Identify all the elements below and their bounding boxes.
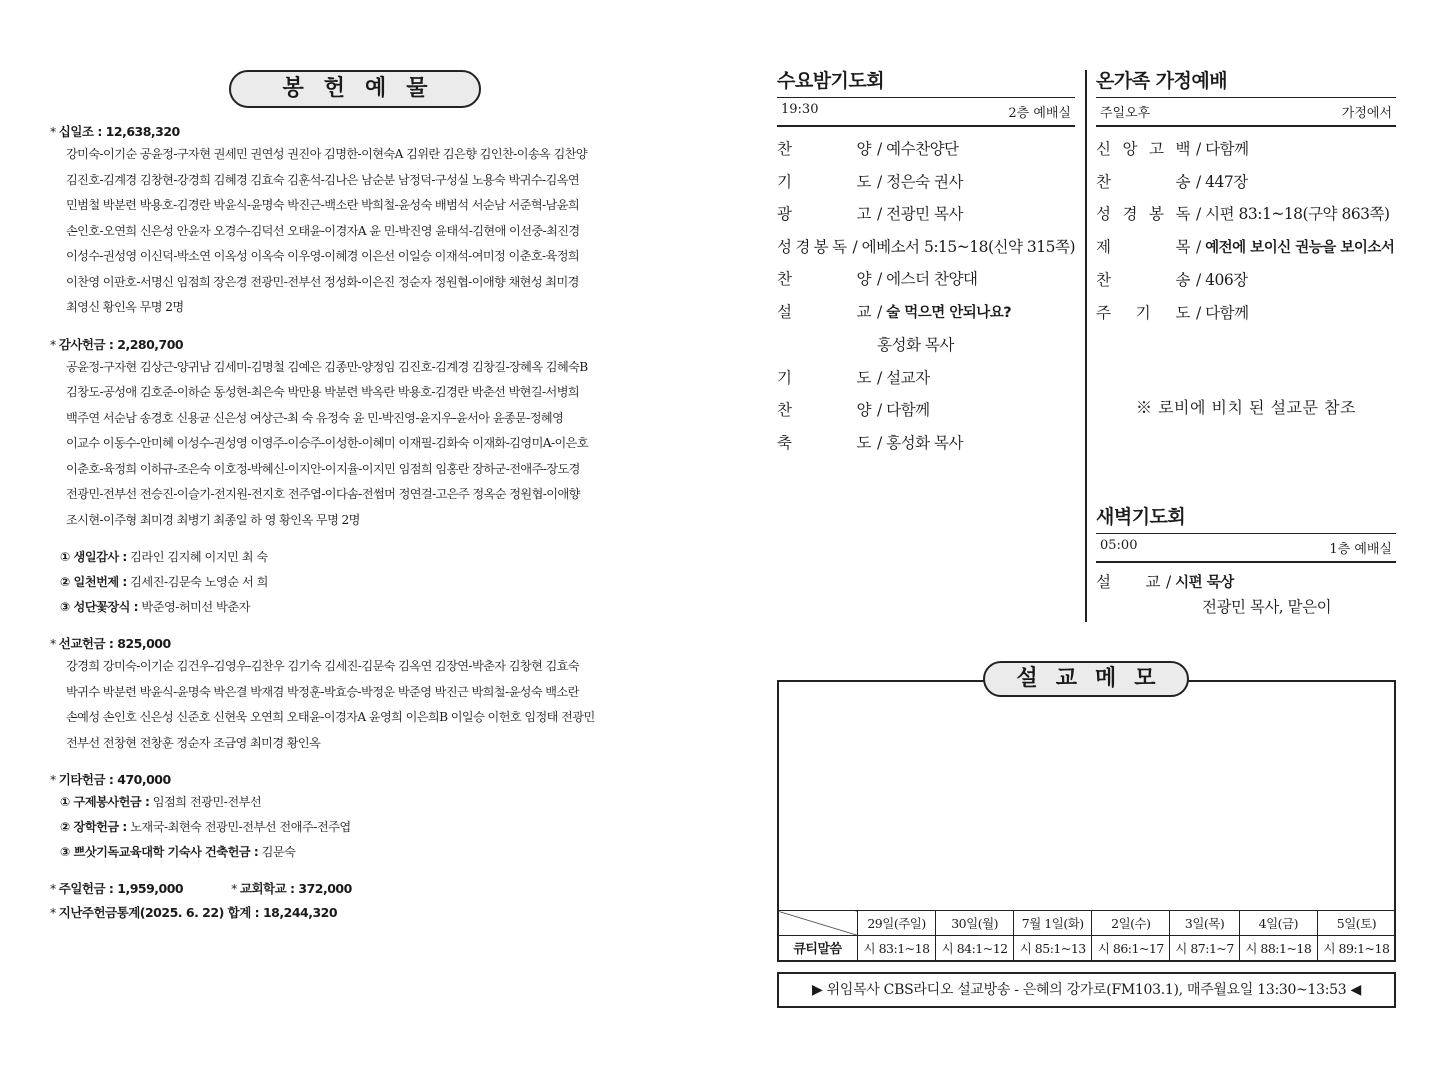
tithe-line: 이성수-권성영 이신덕-박소연 이옥성 이옥숙 이우영-이혜경 이은선 이일승 이재석-여미정 이춘호-육정희 xyxy=(66,249,580,263)
qt-verse: 시 87:1~7 xyxy=(1170,936,1239,961)
dormitory-offering: ③ 쁘삿기독교육대학 기숙사 건축헌금 : 김문숙 xyxy=(60,845,296,859)
order-role: 주 기 도 xyxy=(1096,303,1190,322)
thanks-line: 이교수 이동수-안미혜 이성수-권성영 이영주-이승주-이성한-이혜미 이재필-김화숙 이재화-김영미A-이은호 xyxy=(66,436,588,450)
order-row xyxy=(777,296,1075,330)
altar-flowers: ③ 성단꽃장식 : 박준영-허미선 박춘자 xyxy=(60,600,250,614)
order-role: 설 교 xyxy=(777,302,871,321)
family-service xyxy=(1096,68,1396,418)
order-role: 성 경 봉 독 xyxy=(777,237,847,256)
wednesday-place: 2층 예배실 xyxy=(1008,106,1071,121)
mission-label: 선교헌금 : 825,000 xyxy=(58,636,171,651)
order-role: 찬 양 xyxy=(777,401,871,419)
tithe-section xyxy=(50,122,660,321)
order-row xyxy=(1096,133,1396,166)
radio-broadcast-notice: ▶ 위임목사 CBS라디오 설교방송 - 은혜의 강가로(FM103.1), 매주월요일 13:30~13:53 ◀ xyxy=(777,972,1396,1008)
mission-line: 손예성 손인호 신은성 신준호 신현욱 오연희 오태윤-이경자A 윤영희 이은희B 이일승 이헌호 임정태 전광민 xyxy=(66,710,595,724)
thanks-section xyxy=(50,335,660,621)
thanks-line: 백주연 서순남 송경호 신용균 신은성 여상근-최 숙 유정숙 윤 민-박진영-윤지우-윤서아 윤종문-정혜영 xyxy=(66,410,564,425)
bullet-icon: * xyxy=(231,881,237,896)
dawn-service xyxy=(1096,504,1396,618)
order-row xyxy=(777,166,1075,199)
thanks-line: 김창도-공성애 김호준-이하순 동성현-최은숙 박만용 박분련 박옥란 박용호-김경란 박춘선 박현길-서병희 xyxy=(66,385,580,399)
order-role: 찬 송 xyxy=(1096,172,1190,191)
order-role: 찬 양 xyxy=(777,270,871,288)
order-row xyxy=(1096,264,1396,297)
scholarship-offering: ② 장학헌금 : 노재국-최현숙 전광민-전부선 전애주-전주엽 xyxy=(60,820,351,834)
order-role: 제 목 xyxy=(1096,237,1190,256)
family-time: 주일오후 xyxy=(1100,106,1151,121)
bullet-icon: * xyxy=(50,124,56,139)
tithe-line: 최영신 황인옥 무명 2명 xyxy=(66,300,184,314)
order-row xyxy=(1096,231,1396,265)
order-role: 성 경 봉 독 xyxy=(1096,205,1190,223)
bullet-icon: * xyxy=(50,772,56,787)
mission-line: 전부선 전창현 전창훈 정순자 조금영 최미경 황인옥 xyxy=(66,735,321,750)
order-value: / 술 먹으면 안되나요? xyxy=(877,302,1012,321)
wednesday-preacher: 홍성화 목사 xyxy=(877,336,954,354)
etc-section xyxy=(50,770,660,865)
qt-day: 2일(수) xyxy=(1092,911,1170,936)
etc-label: 기타헌금 : 470,000 xyxy=(58,772,171,787)
qt-verse: 시 88:1~18 xyxy=(1239,936,1317,961)
wednesday-order-2 xyxy=(777,362,1075,460)
qt-day: 5일(토) xyxy=(1317,911,1395,936)
thanks-line: 공윤정-구자현 김상근-양귀남 김세미-김명철 김예은 김종만-양정임 김진호-김계경 김창길-장혜옥 김혜숙B xyxy=(66,359,588,374)
order-value: / 다함께 xyxy=(1196,303,1249,322)
order-row xyxy=(1096,198,1396,231)
order-role: 찬 양 xyxy=(777,140,871,158)
order-value: / 홍성화 목사 xyxy=(877,433,963,452)
thanks-line: 전광민-전부선 전승진-이슬기-전지원-전지호 전주엽-이다솜-전썸머 정연걸-고은주 정옥순 정원협-이애향 xyxy=(66,487,580,501)
qt-day: 29일(주일) xyxy=(858,911,936,936)
order-value: / 정은숙 권사 xyxy=(877,172,963,191)
order-role: 축 도 xyxy=(777,433,871,452)
qt-day: 4일(금) xyxy=(1239,911,1317,936)
order-value: / 시편 83:1~18(구약 863쪽) xyxy=(1196,205,1390,223)
thanks-line: 이춘호-육정희 이하규-조은숙 이호정-박혜신-이지안-이지율-이지민 임점희 임홍란 장하군-전애주-장도경 xyxy=(66,461,580,476)
bullet-icon: * xyxy=(50,905,56,920)
order-role: 찬 송 xyxy=(1096,271,1190,289)
qt-verse: 시 84:1~12 xyxy=(936,936,1014,961)
qt-verse: 시 83:1~18 xyxy=(858,936,936,961)
wednesday-title: 수요밤기도회 xyxy=(777,70,885,92)
mission-section xyxy=(50,634,660,756)
dawn-preacher: 전광민 목사, 맡은이 xyxy=(1202,598,1332,616)
order-role: 신 앙 고 백 xyxy=(1096,140,1190,158)
qt-verse: 시 86:1~17 xyxy=(1092,936,1170,961)
order-role: 기 도 xyxy=(777,368,871,387)
order-value: / 설교자 xyxy=(877,368,930,387)
tithe-line: 민범철 박분련 박용호-김경란 박윤식-윤명숙 박진근-백소란 박희철-윤성숙 배범석 서순남 서준혁-남윤희 xyxy=(66,198,580,212)
order-row xyxy=(777,394,1075,427)
qt-table xyxy=(777,910,1396,962)
order-row xyxy=(777,133,1075,166)
order-row xyxy=(777,362,1075,395)
wednesday-time: 19:30 xyxy=(781,102,819,117)
order-value: / 447장 xyxy=(1196,172,1248,191)
thanks-label: 감사헌금 : 2,280,700 xyxy=(58,336,184,352)
qt-verse: 시 89:1~18 xyxy=(1317,936,1395,961)
order-row xyxy=(777,231,1075,264)
qt-day: 3일(목) xyxy=(1170,911,1239,936)
mission-line: 박귀수 박분련 박윤식-윤명숙 박은결 박재겸 박정훈-박효승-박정운 박준영 박진근 박희철-윤성숙 백소란 xyxy=(66,684,579,699)
order-row xyxy=(777,263,1075,296)
order-value: / 다함께 xyxy=(1196,140,1249,158)
totals-section xyxy=(50,879,660,923)
table-corner xyxy=(778,911,858,936)
dawn-title: 새벽기도회 xyxy=(1096,506,1186,528)
order-role: 기 도 xyxy=(777,172,871,191)
order-value: / 다함께 xyxy=(877,401,930,419)
order-value: / 예수찬양단 xyxy=(877,140,959,158)
dawn-time: 05:00 xyxy=(1100,538,1138,553)
relief-offering: ① 구제봉사헌금 : 임점희 전광민-전부선 xyxy=(60,795,262,809)
bullet-icon: * xyxy=(50,636,56,651)
order-row xyxy=(777,198,1075,231)
thanks-line: 조시현-이주형 최미경 최병기 최종일 하 영 황인옥 무명 2명 xyxy=(66,512,360,527)
order-value: / 예전에 보이신 권능을 보이소서 xyxy=(1196,237,1395,256)
mission-line: 강경희 강미숙-이기순 김건우-김영우-김찬우 김기숙 김세진-김문숙 김옥연 김장연-박춘자 김창현 김효숙 xyxy=(66,659,580,673)
offering-page xyxy=(50,70,660,923)
thousand-offering: ② 일천번제 : 김세진-김문숙 노영순 서 희 xyxy=(60,575,268,589)
qt-day: 30일(월) xyxy=(936,911,1014,936)
school-offering: 교회학교 : 372,000 xyxy=(239,881,352,896)
tithe-label: 십일조 : 12,638,320 xyxy=(58,124,180,139)
order-value: / 406장 xyxy=(1196,271,1248,289)
offering-title: 봉헌예물 xyxy=(229,70,481,108)
family-order xyxy=(1096,133,1396,329)
weekly-total: 지난주헌금통계(2025. 6. 22) 합계 : 18,244,320 xyxy=(58,905,338,920)
tithe-line: 이찬영 이판호-서명신 임점희 장은경 전광민-전부선 정성화-이은진 정순자 정원협-이애향 채현성 최미경 xyxy=(66,274,579,289)
bullet-icon: * xyxy=(50,336,56,352)
dawn-sermon-row: 설 교 / 시편 묵상 xyxy=(1096,573,1234,591)
wednesday-service xyxy=(777,68,1075,459)
dawn-place: 1층 예배실 xyxy=(1329,542,1392,557)
tithe-line: 손인호-오연희 신은성 안윤자 오경수-김덕선 오태윤-이경자A 윤 민-박진영 윤태석-김현애 이선중-최진경 xyxy=(66,223,580,238)
sermon-note: ※ 로비에 비치 된 설교문 참조 xyxy=(1136,398,1356,417)
order-value: / 전광민 목사 xyxy=(877,205,963,223)
order-role: 광 고 xyxy=(777,205,871,223)
order-value: / 에스더 찬양대 xyxy=(877,270,978,288)
family-title: 온가족 가정예배 xyxy=(1096,70,1228,92)
qt-verse: 시 85:1~13 xyxy=(1014,936,1092,961)
tithe-line: 김진호-김계경 김창현-강경희 김혜경 김효숙 김훈석-김나은 남순분 남정덕-구성실 노용숙 박귀수-김옥연 xyxy=(66,172,580,187)
tithe-line: 강미숙-이기순 공윤정-구자현 권세민 권연성 권진아 김명한-이현숙A 김위란 김은향 김인찬-이송옥 김찬양 xyxy=(66,147,588,161)
family-place: 가정에서 xyxy=(1341,106,1392,121)
qt-label: 큐티말씀 xyxy=(778,936,858,961)
order-row xyxy=(1096,297,1396,330)
wednesday-order xyxy=(777,133,1075,329)
sermon-memo-title: 설교메모 xyxy=(983,661,1189,697)
bullet-icon: * xyxy=(50,881,56,896)
order-row xyxy=(1096,166,1396,199)
qt-day: 7월 1일(화) xyxy=(1014,911,1092,936)
order-row xyxy=(777,427,1075,460)
order-value: / 에베소서 5:15~18(신약 315쪽) xyxy=(852,237,1075,256)
column-divider xyxy=(1085,70,1087,622)
sunday-offering: 주일헌금 : 1,959,000 xyxy=(58,881,184,896)
birthday-thanks: ① 생일감사 : 김라인 김지혜 이지민 최 숙 xyxy=(60,550,268,564)
dawn-sermon: 시편 묵상 xyxy=(1175,575,1234,591)
